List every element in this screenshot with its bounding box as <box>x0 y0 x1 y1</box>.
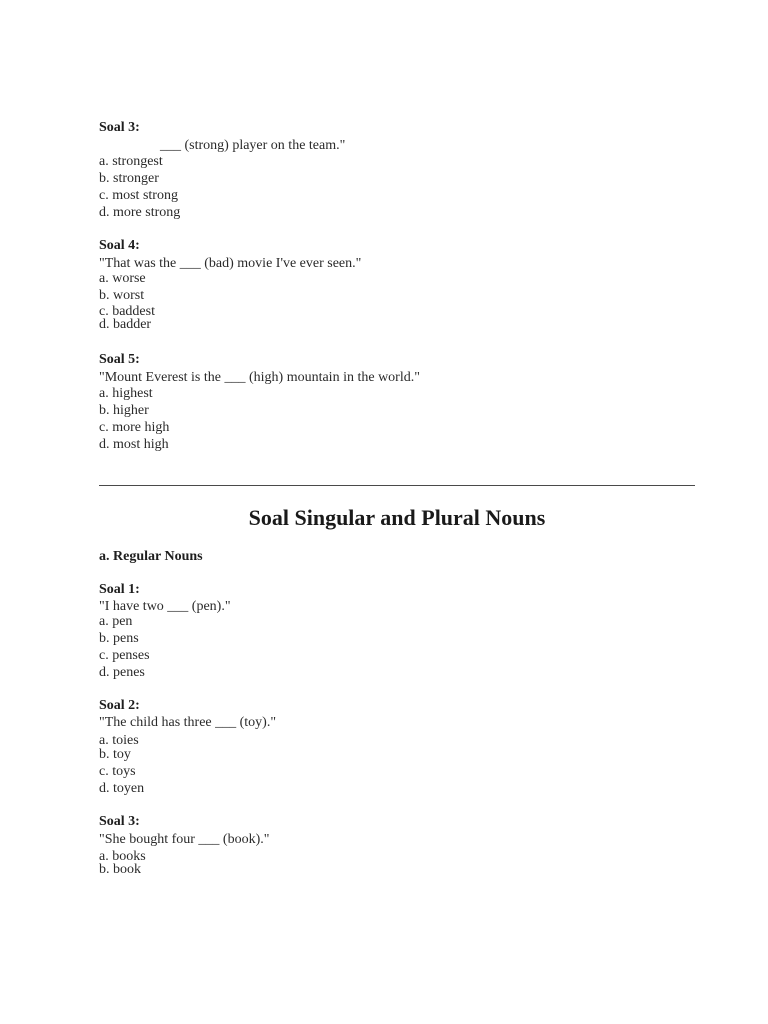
option-item: d. badder <box>99 317 152 332</box>
question-text: ___ (strong) player on the team." <box>160 138 346 153</box>
question-label: Soal 4: <box>99 238 140 253</box>
question-text: "The child has three ___ (toy)." <box>99 715 277 730</box>
option-item: b. book <box>99 862 141 877</box>
option-item: c. baddest <box>99 304 155 319</box>
page-title: Soal Singular and Plural Nouns <box>248 505 546 530</box>
option-item: d. toyen <box>99 781 145 796</box>
subsection-heading: a. Regular Nouns <box>99 549 203 564</box>
option-item: d. more strong <box>99 205 181 220</box>
question-text: "I have two ___ (pen)." <box>99 599 231 614</box>
question-label: Soal 1: <box>99 582 140 597</box>
question-text: "She bought four ___ (book)." <box>99 832 270 847</box>
option-item: a. books <box>99 849 146 864</box>
option-item: d. most high <box>99 437 169 452</box>
option-item: c. toys <box>99 764 136 779</box>
question-text: "That was the ___ (bad) movie I've ever seen." <box>99 256 362 271</box>
option-item: a. pen <box>99 614 133 629</box>
option-item: b. toy <box>99 747 131 762</box>
option-item: c. most strong <box>99 188 178 203</box>
option-item: c. penses <box>99 648 150 663</box>
option-item: a. toies <box>99 733 139 748</box>
option-item: a. highest <box>99 386 153 401</box>
option-item: b. stronger <box>99 171 159 186</box>
option-item: b. higher <box>99 403 149 418</box>
question-label: Soal 2: <box>99 698 140 713</box>
question-label: Soal 3: <box>99 814 140 829</box>
question-label: Soal 5: <box>99 352 140 367</box>
horizontal-divider <box>99 485 695 486</box>
question-label: Soal 3: <box>99 120 140 135</box>
option-item: c. more high <box>99 420 170 435</box>
option-item: a. worse <box>99 271 146 286</box>
option-item: d. penes <box>99 665 145 680</box>
option-item: b. worst <box>99 288 145 303</box>
question-text: "Mount Everest is the ___ (high) mountain in the world." <box>99 370 420 385</box>
option-item: a. strongest <box>99 154 163 169</box>
option-item: b. pens <box>99 631 139 646</box>
